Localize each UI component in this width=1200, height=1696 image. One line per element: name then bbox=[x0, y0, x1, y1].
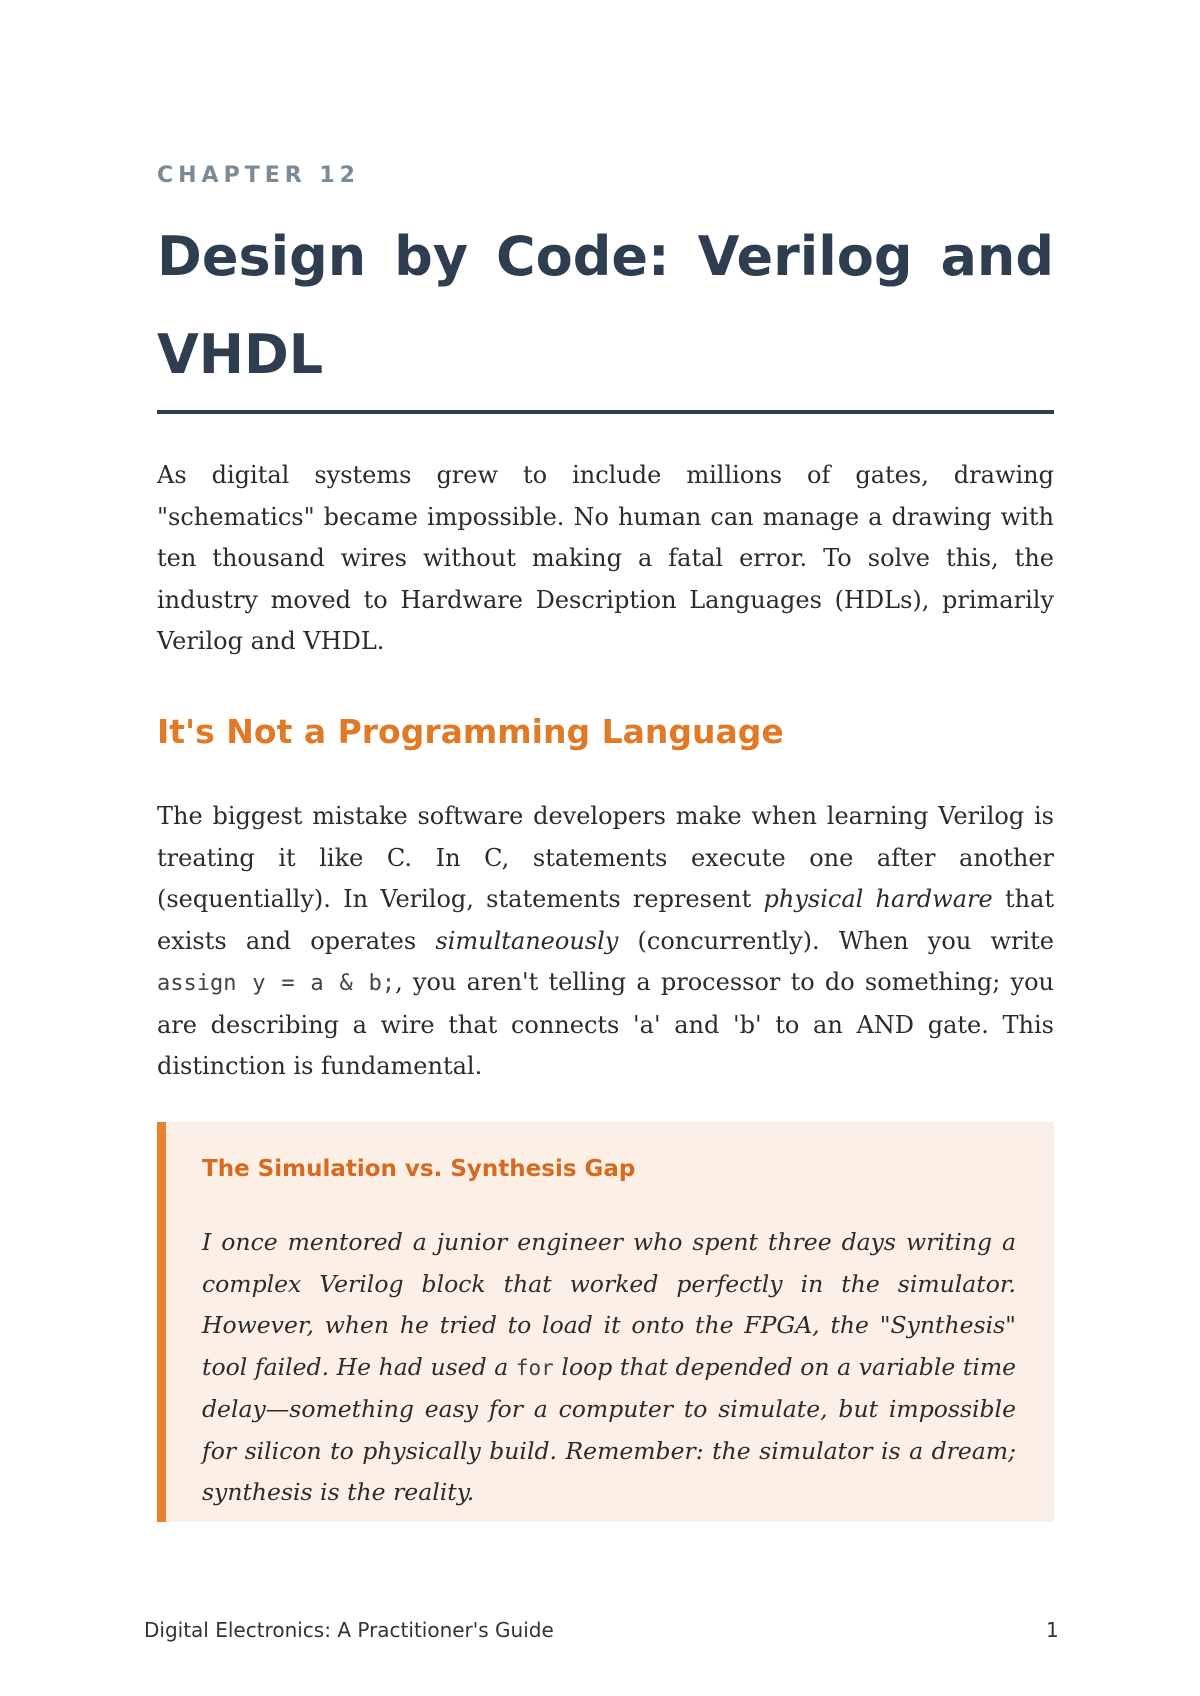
emphasis-physical-hardware: physical hardware bbox=[763, 885, 993, 913]
emphasis-simultaneously: simultaneously bbox=[435, 926, 619, 955]
section-paragraph bbox=[157, 796, 1054, 1088]
section-text-1: The biggest mistake software developers make when learning Verilog is treating it like C. In C, statements execute one after another (sequentially). In Verilog, statements represent bbox=[157, 802, 1054, 913]
intro-paragraph: As digital systems grew to include millions of gates, drawing "schematics" became impossible. No human can manage a drawing with ten thousand wires without making a fatal error. To solve this, the industry moved to Hardware Description Languages (HDLs), primarily Verilog and VHDL. bbox=[157, 461, 1054, 655]
callout-title: The Simulation vs. Synthesis Gap bbox=[202, 1156, 636, 1182]
section-text-3: (concurrently). When you write bbox=[618, 926, 1055, 955]
inline-code-for: for bbox=[515, 1355, 554, 1380]
callout-box bbox=[157, 1122, 1054, 1522]
chapter-label: CHAPTER 12 bbox=[157, 163, 360, 188]
section-text-2: that exists and operates bbox=[157, 885, 1055, 955]
footer-book-title: Digital Electronics: A Practitioner's Guide bbox=[144, 1618, 554, 1642]
title-divider bbox=[157, 410, 1054, 414]
callout-text-2: loop that depended on a variable time delay—something easy for a computer to simulate, but impossible for silicon to physically build. Remember: the simulator is a dream; synthesis is the reality. bbox=[202, 1352, 1017, 1506]
section-text-4: , you aren't telling a processor to do something; you are describing a wire that connects 'a' and 'b' to an AND gate. This distinction is fundamental. bbox=[157, 968, 1054, 1080]
chapter-title: Design by Code: Verilog and VHDL bbox=[157, 225, 1054, 386]
inline-code-assign: assign y = a & b; bbox=[157, 971, 396, 996]
callout-text-1: I once mentored a junior engineer who spent three days writing a complex Verilog block that worked perfectly in the simulator. However, when he tried to load it onto the FPGA, the "Synthesis" tool failed. He had used a bbox=[202, 1228, 1016, 1381]
section-heading: It's Not a Programming Language bbox=[157, 712, 784, 751]
callout-text bbox=[202, 1222, 1016, 1514]
footer-page-number: 1 bbox=[1046, 1618, 1059, 1642]
